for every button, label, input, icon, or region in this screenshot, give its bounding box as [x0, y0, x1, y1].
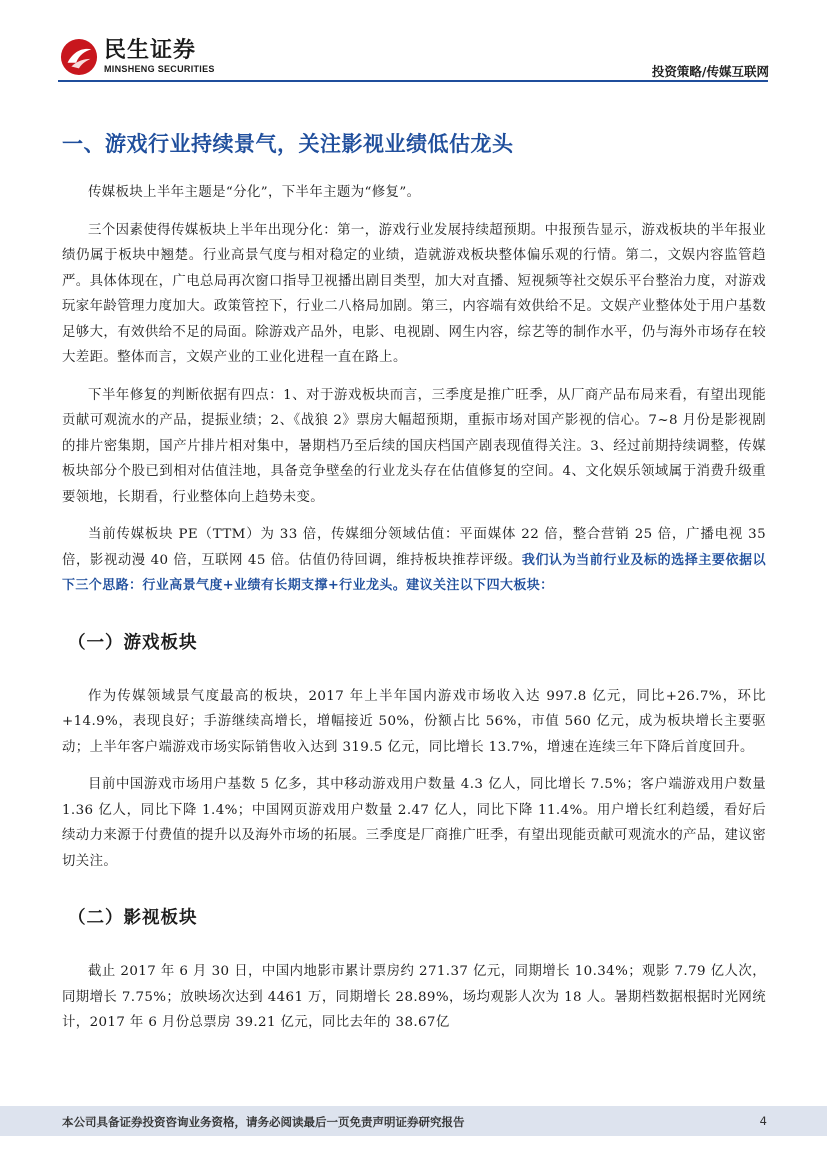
section-title-film: （二）影视板块 — [68, 908, 198, 928]
valuation-text: 当前传媒板块 PE（TTM）为 33 倍，传媒细分领域估值：平面媒体 22 倍，整合营销 25 倍，广播电视 35 倍，影视动漫 40 倍，互联网 45 倍。估值仍待回调，维持板块推荐评级。 — [62, 527, 766, 568]
paragraph-valuation — [62, 522, 766, 599]
section-title-main: 一、游戏行业持续景气，关注影视业绩低估龙头 — [62, 132, 514, 156]
report-category: 投资策略/传媒互联网 — [651, 64, 769, 79]
page-header — [0, 0, 827, 90]
paragraph-recovery-basis: 下半年修复的判断依据有四点：1、对于游戏板块而言，三季度是推广旺季，从厂商产品布局来看，有望出现能贡献可观流水的产品，提振业绩；2、《战狼 2》票房大幅超预期，重振市场对国产影视的信心。7~8 月份是影视剧的排片密集期，国产片排片相对集中，暑期档乃至后续的国庆档国产剧表现值得关注。3、经过前期持续调整，传媒板块部分个股已到相对估值洼地，具备竞争壁垒的行业龙头存在估值修复的空间。4、文化娱乐领域属于消费升级重要领地，长期看，行业整体向上趋势未变。 — [62, 387, 766, 505]
page-number: 4 — [759, 1114, 767, 1128]
company-logo — [60, 38, 215, 76]
logo-chinese-name: 民生证券 — [104, 38, 197, 63]
paragraph-games-users: 目前中国游戏市场用户基数 5 亿多，其中移动游戏用户数量 4.3 亿人，同比增长 7.5%；客户端游戏用户数量 1.36 亿人，同比下降 1.4%；中国网页游戏用户数量 2.47 亿人，同比下降 11.4%。用户增长红利趋缓，看好后续动力来源于付费值的提升以及海外市场的拓展。三季度是厂商推广旺季，有望出现能贡献可观流水的产品，建议密切关注。 — [62, 777, 766, 869]
header-divider — [58, 80, 768, 82]
page-footer — [0, 1106, 827, 1136]
footer-disclaimer: 本公司具备证券投资咨询业务资格，请务必阅读最后一页免责声明证券研究报告 — [62, 1115, 465, 1129]
investment-thesis: 我们认为当前行业及标的选择主要依据以下三个思路：行业高景气度+业绩有长期支撑+行业龙头。建议关注以下四大板块： — [62, 552, 767, 593]
section-title-games: （一）游戏板块 — [68, 632, 198, 653]
report-body — [62, 120, 766, 1048]
paragraph-games-revenue: 作为传媒领域景气度最高的板块，2017 年上半年国内游戏市场收入达 997.8 亿元，同比+26.7%，环比+14.9%，表现良好；手游继续高增长，增幅接近 50%，份额占比 56%，市值 560 亿元，成为板块增长主要驱动；上半年客户端游戏市场实际销售收入达到 319.5 亿元，同比增长 13.7%，增速在连续三年下降后首度回升。 — [62, 688, 766, 755]
logo-english-name: MINSHENG SECURITIES — [104, 64, 215, 74]
paragraph-three-factors: 三个因素使得传媒板块上半年出现分化：第一，游戏行业发展持续超预期。中报预告显示，游戏板块的半年报业绩仍属于板块中翘楚。行业高景气度与相对稳定的业绩，造就游戏板块整体偏乐观的行情。第二，文娱内容监管趋严。具体体现在，广电总局再次窗口指导卫视播出剧目类型，加大对直播、短视频等社交娱乐平台整治力度，对游戏玩家年龄管理力度加大。政策管控下，行业二八格局加剧。第三，内容端有效供给不足。文娱产业整体处于用户基数足够大，有效供给不足的局面。除游戏产品外，电影、电视剧、网生内容，综艺等的制作水平，仍与海外市场存在较大差距。整体而言，文娱产业的工业化进程一直在路上。 — [62, 222, 766, 365]
paragraph-intro: 传媒板块上半年主题是“分化”，下半年主题为“修复”。 — [88, 185, 421, 200]
paragraph-film-boxoffice: 截止 2017 年 6 月 30 日，中国内地影市累计票房约 271.37 亿元，同期增长 10.34%；观影 7.79 亿人次，同期增长 7.75%；放映场次达到 4461 万，同期增长 28.89%，场均观影人次为 18 人。暑期档数据根据时光网统计，2017 年 6 月份总票房 39.21 亿元，同比去年的 38.67亿 — [62, 964, 766, 1030]
minsheng-logo-icon — [60, 38, 98, 76]
